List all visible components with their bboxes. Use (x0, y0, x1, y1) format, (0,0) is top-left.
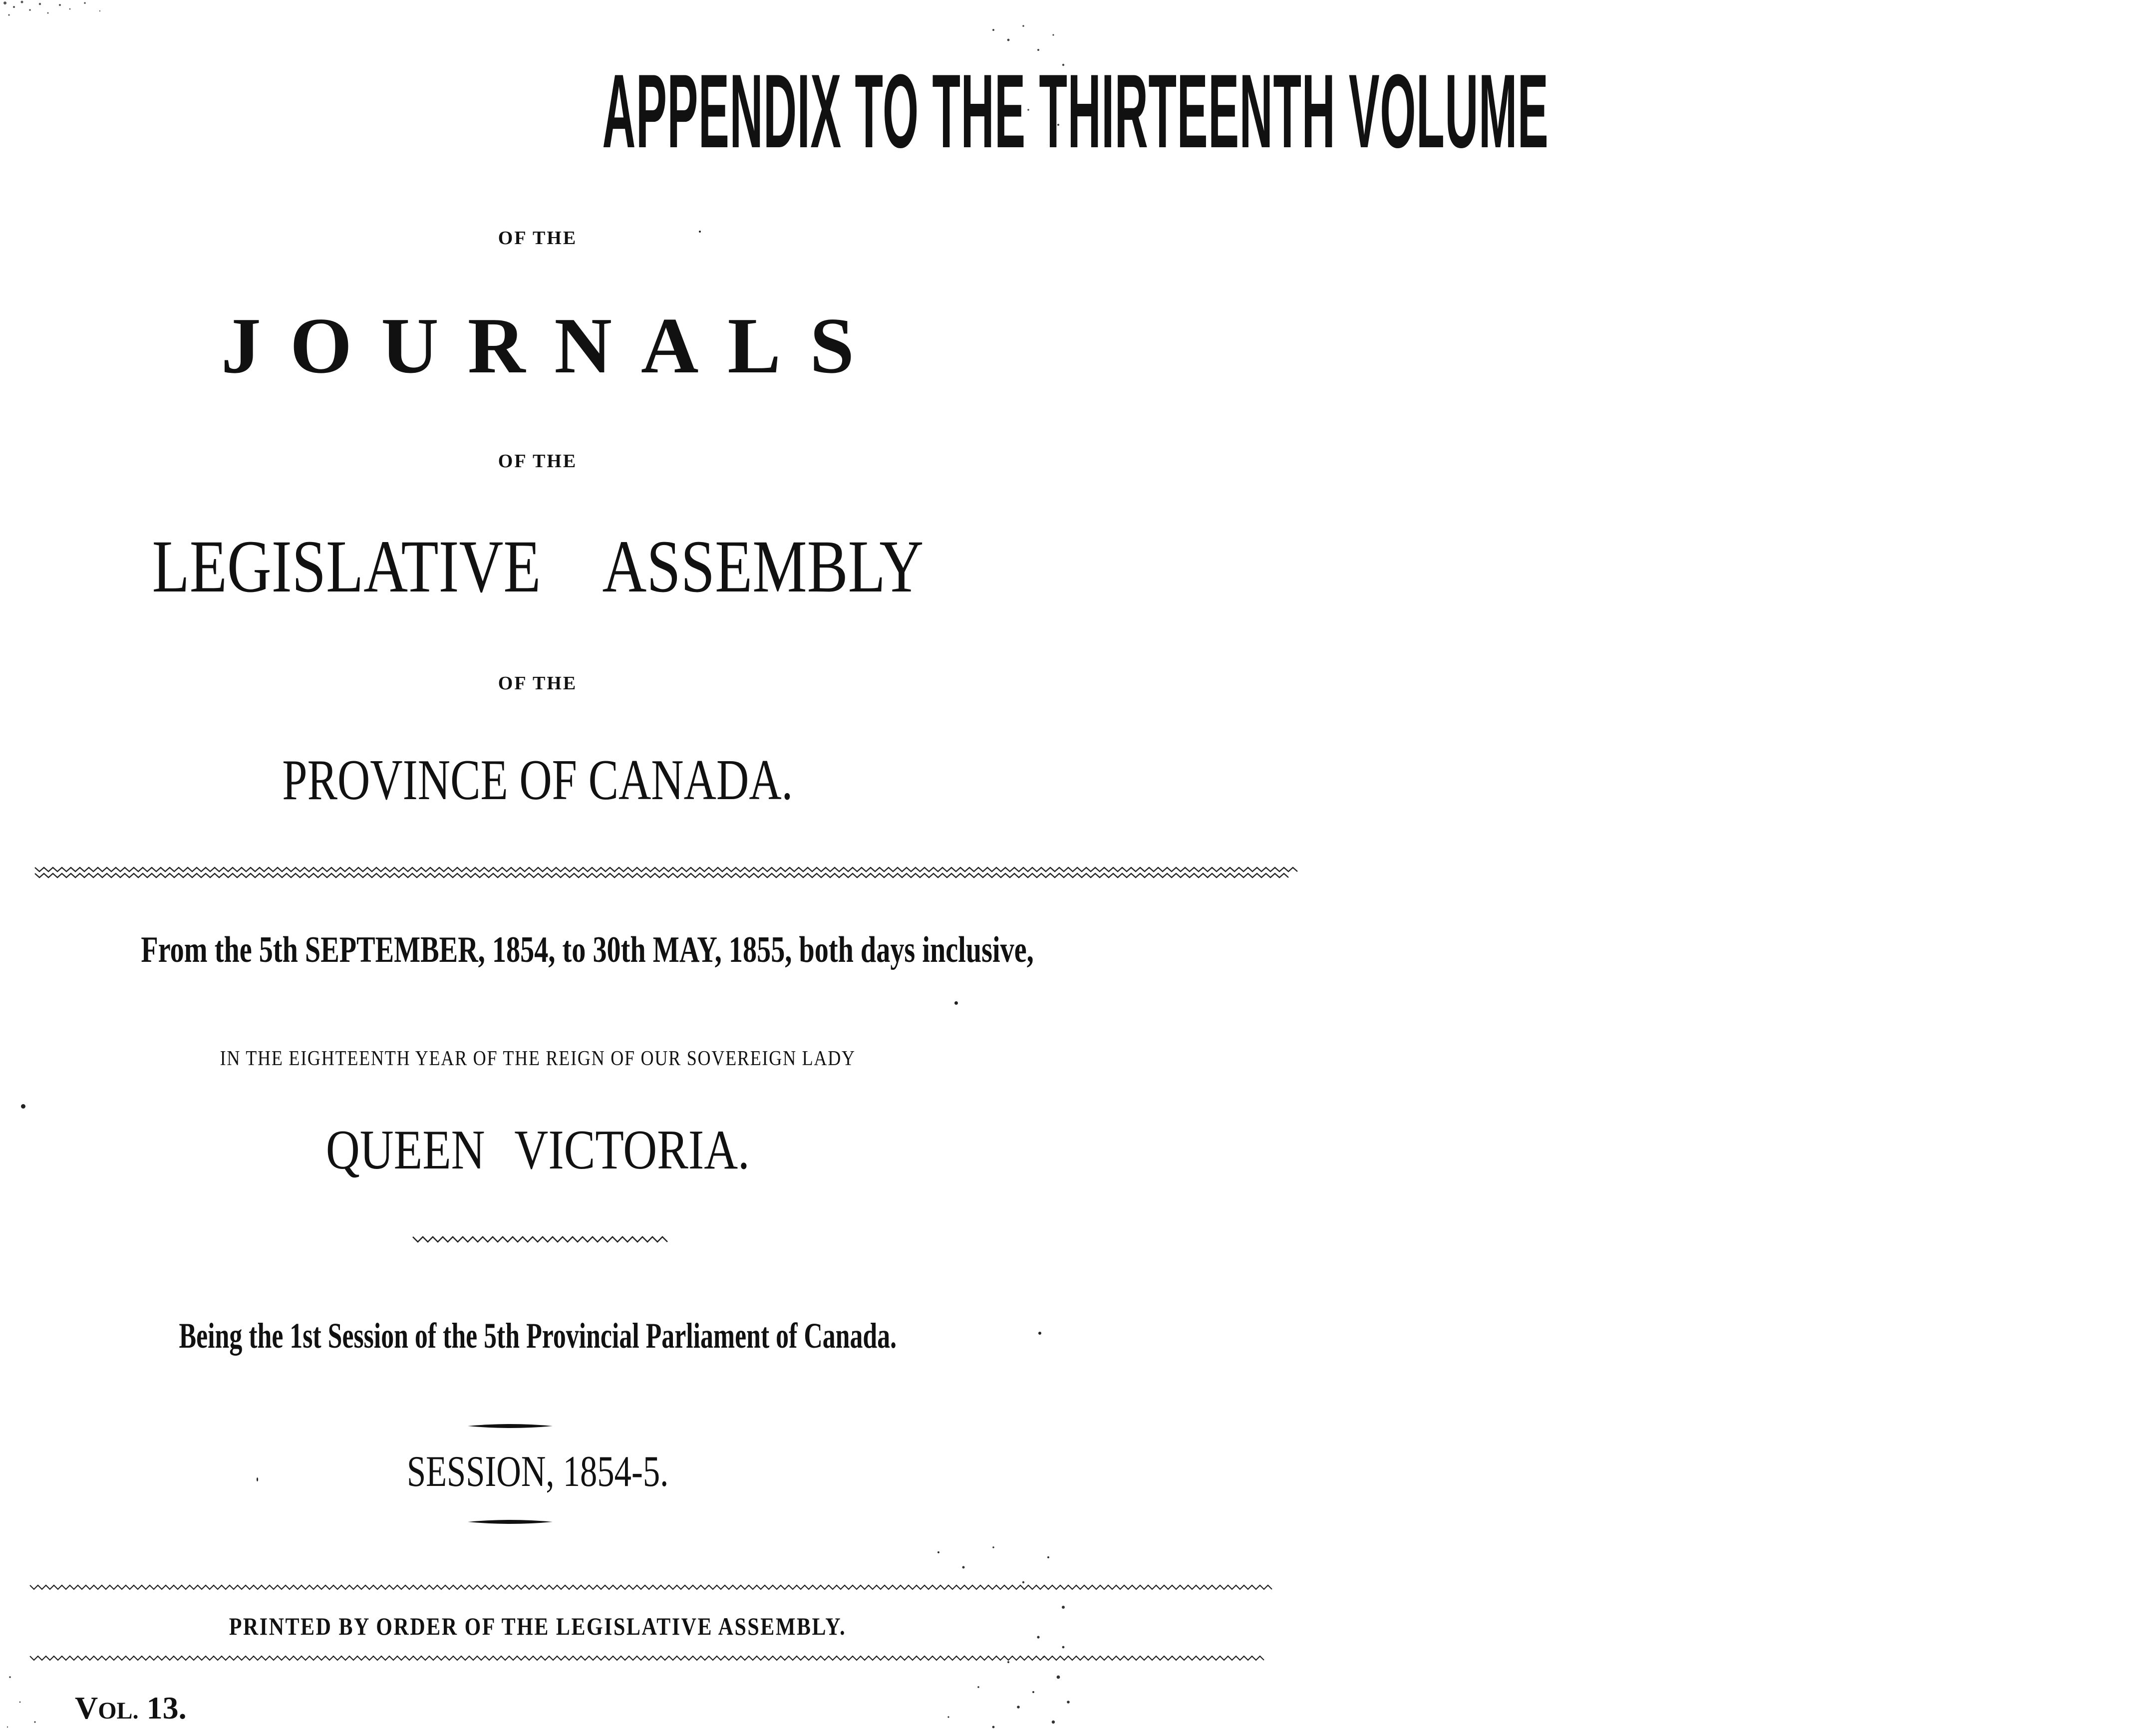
date-range-line (0, 931, 1075, 968)
legislative-assembly-heading (0, 525, 1075, 608)
journals-text: JOURNALS (221, 301, 884, 390)
of-the-label-3 (0, 674, 1075, 693)
of-the-label-2 (0, 452, 1075, 471)
of-the-text-1: OF THE (498, 228, 578, 249)
of-the-text-3: OF THE (498, 673, 578, 694)
queen-victoria-text (325, 1119, 750, 1181)
session-text: SESSION, 1854-5. (406, 1447, 669, 1496)
scan-noise-bottom-left (0, 1662, 60, 1736)
province-text: PROVINCE OF CANADA. (282, 748, 793, 812)
printed-by-line (0, 1614, 1075, 1639)
speck (1038, 1332, 1041, 1335)
of-the-label-1 (0, 229, 1075, 248)
volume-number: 13. (146, 1690, 187, 1726)
reign-text: IN THE EIGHTEENTH YEAR OF THE REIGN OF OUR SOVEREIGN LADY (220, 1047, 856, 1070)
speck (257, 1477, 258, 1481)
speck (699, 231, 701, 233)
main-title (0, 52, 1549, 170)
ornament-dash-top (468, 1422, 553, 1430)
volume-suffix: OL. (98, 1698, 139, 1724)
of-the-text-2: OF THE (498, 451, 578, 472)
queen-word: QUEEN (325, 1119, 485, 1181)
scan-noise-top-left (0, 0, 110, 30)
speck (21, 1104, 25, 1109)
queen-victoria-heading (0, 1119, 1075, 1181)
ornament-dash-bottom (468, 1518, 553, 1526)
wavy-rule-printed-bottom (30, 1653, 1028, 1663)
session-line (0, 1447, 1075, 1496)
reign-line (0, 1048, 1075, 1069)
legislative-word: LEGISLATIVE (152, 525, 541, 608)
wavy-rule-top (35, 864, 1023, 880)
assembly-word: ASSEMBLY (602, 525, 923, 608)
date-range-text: From the 5th SEPTEMBER, 1854, to 30th MAY, 1855, both days inclusive, (141, 929, 1034, 970)
province-heading (0, 748, 1075, 812)
journals-heading (0, 301, 1075, 390)
legislative-assembly-text (152, 525, 923, 608)
main-title-text: APPENDIX TO THE THIRTEENTH VOLUME (602, 52, 1549, 170)
wavy-rule-short (413, 1234, 662, 1246)
volume-prefix: V (75, 1690, 98, 1726)
speck (954, 1001, 958, 1005)
victoria-word: VICTORIA. (514, 1119, 750, 1181)
printed-by-text: PRINTED BY ORDER OF THE LEGISLATIVE ASSEMBLY. (229, 1612, 847, 1640)
session-note-text: Being the 1st Session of the 5th Provincial Parliament of Canada. (179, 1316, 897, 1356)
volume-label (75, 1690, 187, 1727)
session-note-line (0, 1318, 1075, 1354)
wavy-rule-printed-top (30, 1582, 1028, 1592)
